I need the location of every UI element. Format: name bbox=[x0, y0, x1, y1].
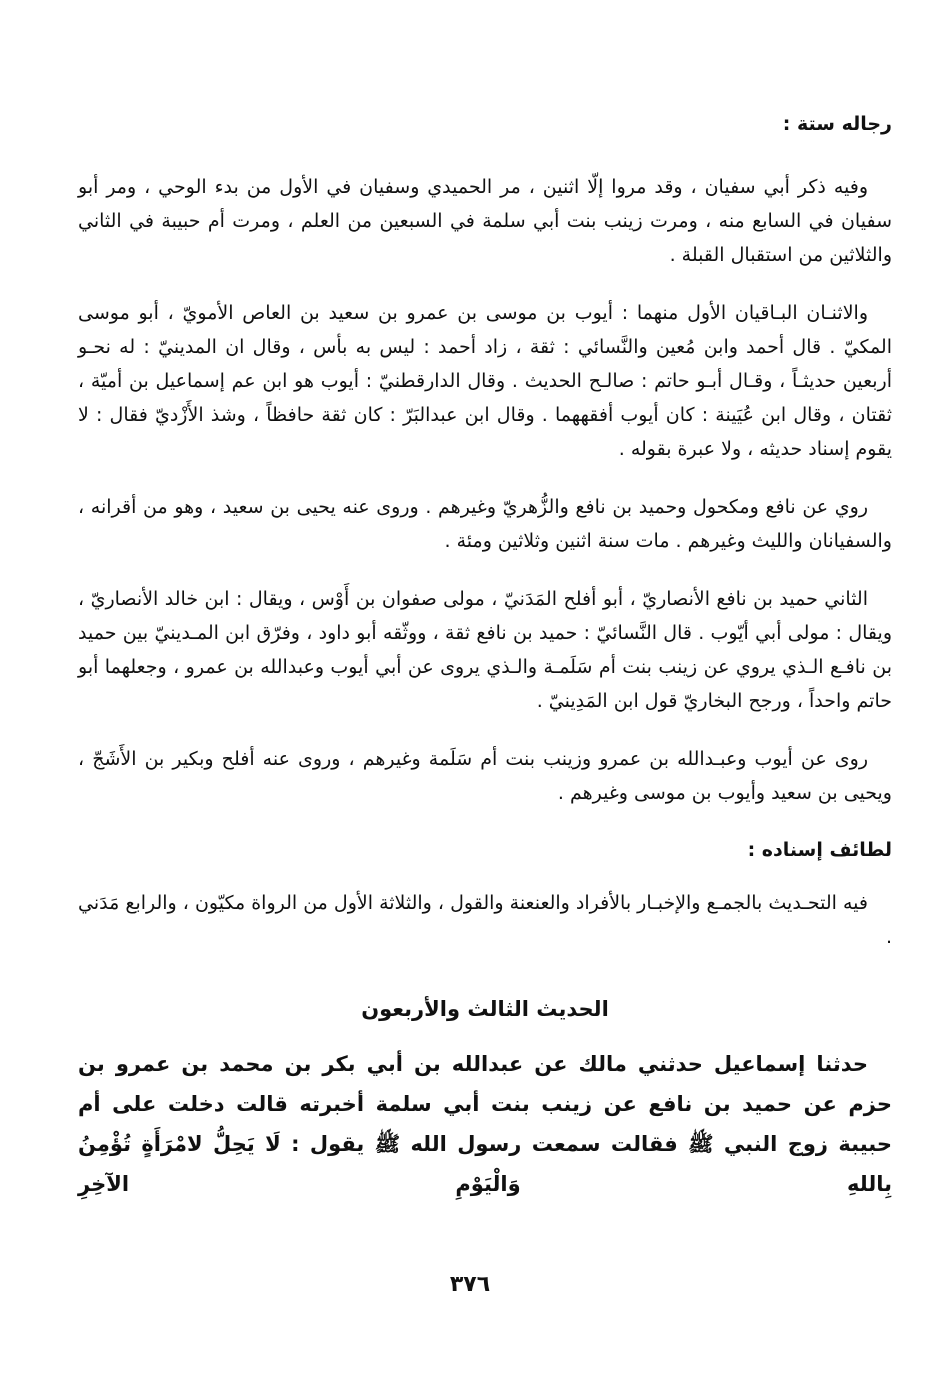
hadith-title: الحديث الثالث والأربعون bbox=[361, 997, 609, 1021]
lataif-paragraph: فيه التحـديث بالجمـع والإخبـار بالأفراد والعنعنة والقول ، والثلاثة الأول من الرواة مكيّون ، والرابع مَدَني . bbox=[78, 892, 892, 948]
hadith-text: حدثنا إسماعيل حدثني مالك عن عبدالله بن أبي بكر بن محمد بن عمرو بن حزم عن حميد بن نافع عن زينب بنت أبي سلمة أخبرته قالت دخلت على أم حبيبة زوج النبي ﷺ فقالت سمعت رسول الله ﷺ يقول : لَا يَحِلُّ لامْرَأَةٍ تُؤْمِنُ بِاللهِ وَالْيَوْمِ الآخِرِ bbox=[78, 1052, 892, 1196]
page-number: ٣٧٦ bbox=[449, 1272, 491, 1297]
paragraph-ayyub-bio: والاثنـان البـاقيان الأول منهما : أيوب بن موسى بن عمرو بن سعيد بن العاص الأمويّ ، أبو موسى المكيّ . قال أحمد وابن مُعين والنَّسائي : ثقة ، زاد أحمد : ليس به بأس ، وقال ان المدينيّ : له نحـو أربعين حديثـاً ، وقـال أبـو حاتم : صالـح الحديث . وقال الدارقطنيّ : أيوب هو ابن عم إسماعيل بن أميّة ، ثقتان ، وقال ابن عُيَينة : كان أيوب أفقههما . وقال ابن عبدالبَرّ : كان ثقة حافظاً ، وشذ الأَزْديّ فقال : لا يقوم إسناد حديثه ، ولا عبرة بقوله . bbox=[78, 302, 892, 460]
paragraph-humayd-narrations: روى عن أيوب وعبـدالله بن عمرو وزينب بنت أم سَلَمة وغيرهم ، وروى عنه أفلح وبكير بن الأَشَجّ ، ويحيى بن سعيد وأيوب بن موسى وغيرهم . bbox=[78, 748, 892, 804]
lataif-heading: لطائف إسناده : bbox=[747, 839, 892, 861]
rijal-heading: رجاله ستة : bbox=[782, 113, 892, 135]
paragraph-ayyub-narrations: روي عن نافع ومكحول وحميد بن نافع والزُّهريّ وغيرهم . وروى عنه يحيى بن سعيد ، وهو من أقرانه ، والسفيانان والليث وغيرهم . مات سنة اثنين وثلاثين ومئة . bbox=[78, 496, 892, 552]
paragraph-narrators-intro: وفيه ذكر أبي سفيان ، وقد مروا إلّا اثنين ، مر الحميدي وسفيان في الأول من بدء الوحي ، ومر أبو سفيان في السابع منه ، ومرت زينب بنت أبي سلمة في السبعين من العلم ، ومرت أم حبيبة في الثاني والثلاثين من استقبال القبلة . bbox=[78, 176, 892, 266]
paragraph-humayd-bio: الثاني حميد بن نافع الأنصاريّ ، أبو أفلح المَدَنيّ ، مولى صفوان بن أَوْس ، ويقال : ابن خالد الأنصاريّ ، ويقال : مولى أبي أيّوب . قال النَّسائيّ : حميد بن نافع ثقة ، ووثّقه أبو داود ، وفرّق ابن المـدينيّ بين حميد بن نافـع الـذي يروي عن زينب بنت أم سَلَمـة والـذي يروى عن أبي أيوب وعبدالله بن عمرو ، وجعلهما أبو حاتم واحداً ، ورجح البخاريّ قول ابن المَدِينيّ . bbox=[78, 588, 892, 712]
